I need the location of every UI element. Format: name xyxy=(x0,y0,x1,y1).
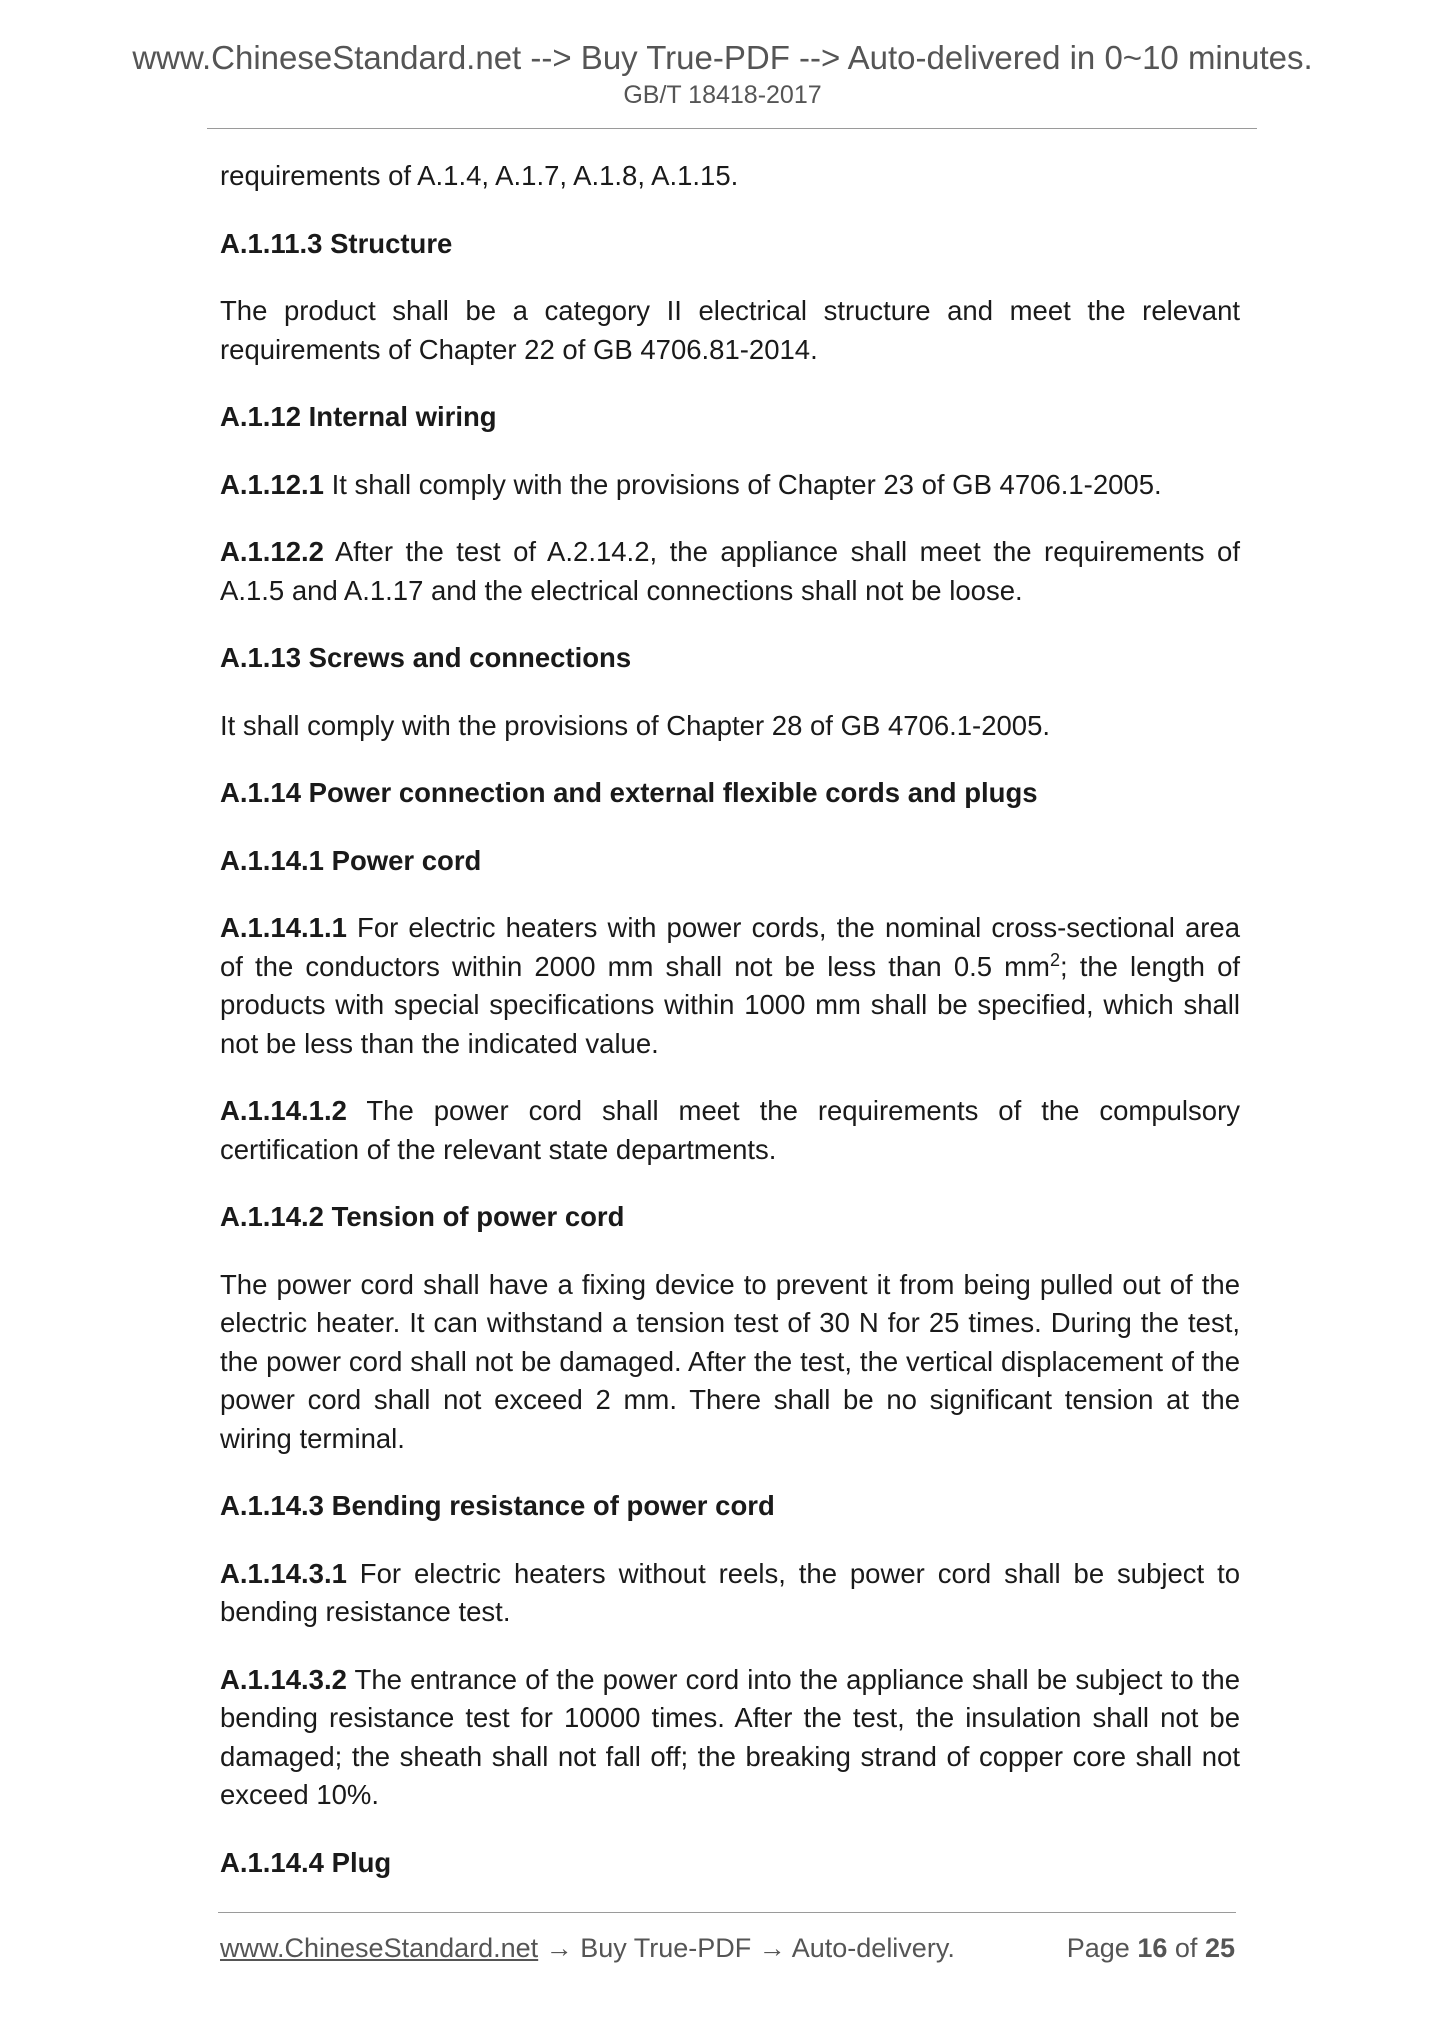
page-indicator xyxy=(1067,1930,1235,1966)
heading-a112: A.1.12 Internal wiring xyxy=(220,401,497,432)
clause-text: The power cord shall meet the requirements of the compulsory certification of the relevant state departments. xyxy=(220,1095,1240,1165)
clause-number: A.1.14.1.1 xyxy=(220,912,347,943)
clause-text: For electric heaters without reels, the power cord shall be subject to bending resistance test. xyxy=(220,1557,1240,1627)
clause-text: The entrance of the power cord into the appliance shall be subject to the bending resistance test for 10000 times. After the test, the insulation shall not be damaged; the sheath shall not fall off; the breaking strand of copper core shall not exceed 10%. xyxy=(220,1663,1240,1810)
page-number: 16 xyxy=(1137,1933,1168,1963)
clause-text: For electric heaters with power cords, the nominal cross-sectional area of the conductors within 2000 mm shall not be less than 0.5 mm xyxy=(220,912,1240,982)
page-total: 25 xyxy=(1204,1933,1235,1963)
clause-number: A.1.14.1.2 xyxy=(220,1095,347,1126)
clause-text: It shall comply with the provisions of Chapter 23 of GB 4706.1-2005. xyxy=(323,468,1162,500)
footer xyxy=(220,1930,1235,1966)
heading-a1144: A.1.14.4 Plug xyxy=(220,1846,392,1878)
clause-text-cont: ; the length of products with special specifications within 1000 mm shall be specified, which shall not be less than the indicated value. xyxy=(220,950,1240,1059)
clause-text: After the test of A.2.14.2, the appliance shall meet the requirements of A.1.5 and A.1.17 and the electrical connections shall not be loose. xyxy=(220,536,1240,606)
heading-a114: A.1.14 Power connection and external flexible cords and plugs xyxy=(220,777,1038,808)
heading-a1141: A.1.14.1 Power cord xyxy=(220,844,482,876)
superscript: 2 xyxy=(1049,949,1060,970)
paragraph-a1113: The product shall be a category II electrical structure and meet the relevant requirements of Chapter 22 of GB 4706.81-2014. xyxy=(220,295,1240,365)
heading-a1142: A.1.14.2 Tension of power cord xyxy=(220,1201,625,1232)
of-label: of xyxy=(1174,1933,1198,1963)
header-banner[interactable]: www.ChineseStandard.net --> Buy True-PDF --> Auto-delivered in 0~10 minutes. xyxy=(132,39,1313,76)
clause-number: A.1.12.1 xyxy=(220,468,324,500)
clause-a11432 xyxy=(220,1661,1240,1815)
clause-a1122 xyxy=(220,533,1240,610)
clause-a11411 xyxy=(220,909,1240,1063)
paragraph-continuation: requirements of A.1.4, A.1.7, A.1.8, A.1.15. xyxy=(220,160,739,191)
heading-a113: A.1.13 Screws and connections xyxy=(220,642,632,673)
footer-link[interactable]: www.ChineseStandard.net xyxy=(220,1933,539,1963)
page-label: Page xyxy=(1066,1933,1130,1963)
page-body xyxy=(220,157,1240,1911)
paragraph-a1142: The power cord shall have a fixing device to prevent it from being pulled out of the electric heater. It can withstand a tension test of 30 N for 25 times. During the test, the power cord shall not be damaged. After the test, the vertical displacement of the power cord shall not exceed 2 mm. There shall be no significant tension at the wiring terminal. xyxy=(220,1268,1240,1454)
clause-a1121 xyxy=(220,466,1240,505)
clause-number: A.1.14.3.2 xyxy=(220,1663,347,1695)
clause-a11412 xyxy=(220,1092,1240,1169)
footer-tagline: → Buy True-PDF → Auto-delivery. xyxy=(538,1933,955,1963)
clause-number: A.1.12.2 xyxy=(220,536,324,567)
heading-a1113: A.1.11.3 Structure xyxy=(220,227,453,259)
clause-a11431 xyxy=(220,1555,1240,1632)
footer-divider xyxy=(218,1912,1236,1913)
clause-number: A.1.14.3.1 xyxy=(220,1557,347,1589)
document-id: GB/T 18418-2017 xyxy=(623,81,822,109)
heading-a1143: A.1.14.3 Bending resistance of power cord xyxy=(220,1490,775,1521)
header-divider xyxy=(207,128,1257,129)
paragraph-a113: It shall comply with the provisions of Chapter 28 of GB 4706.1-2005. xyxy=(220,709,1051,741)
